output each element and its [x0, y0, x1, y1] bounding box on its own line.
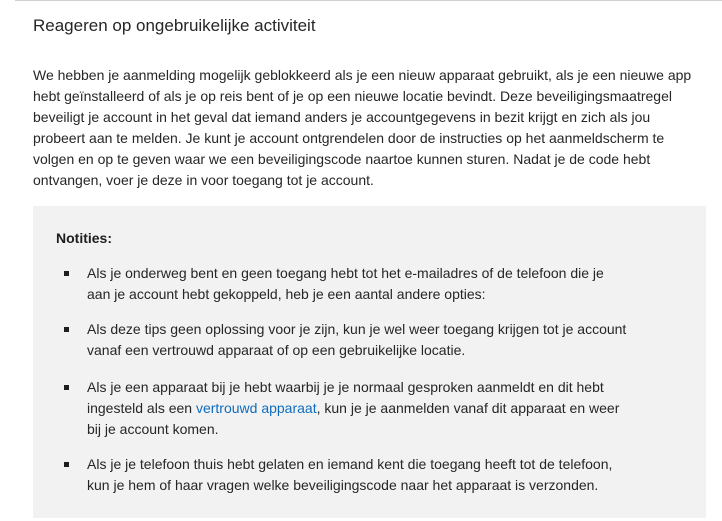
note-item [87, 263, 687, 305]
note-line: bij je account komen. [87, 421, 219, 437]
top-divider [15, 0, 722, 1]
bullet-icon [64, 327, 69, 332]
bullet-icon [64, 462, 69, 467]
intro-paragraph [33, 65, 722, 191]
note-item [87, 377, 687, 440]
intro-line: volgen en op te geven waar we een beveiligingscode naartoe kunnen sturen. Nadat je de code hebt [33, 151, 651, 167]
intro-line: probeert aan te melden. Je kunt je account ontgrendelen door de instructies op het aanmeldscherm te [33, 130, 665, 146]
intro-line: beveiligt je account in het geval dat iemand anders je accountgegevens in bezit krijgt en zich als jou [33, 109, 651, 125]
note-line: aan je account hebt gekoppeld, heb je een aantal andere opties: [87, 286, 486, 302]
note-line: kun je hem of haar vragen welke beveiligingscode naar het apparaat is verzonden. [87, 477, 599, 493]
note-line: Als je onderweg bent en geen toegang hebt tot het e-mailadres of de telefoon die je [87, 265, 604, 281]
section-title: Reageren op ongebruikelijke activiteit [33, 16, 316, 35]
note-item [87, 319, 687, 361]
bullet-icon [64, 271, 69, 276]
note-text: ingesteld als een [87, 400, 196, 416]
note-item [87, 454, 687, 496]
note-line: Als je je telefoon thuis hebt gelaten en iemand kent die toegang heeft tot de telefoon, [87, 456, 613, 472]
bullet-icon [64, 385, 69, 390]
trusted-device-link[interactable]: vertrouwd apparaat [195, 400, 317, 416]
notes-box [33, 206, 706, 518]
note-line: Als je een apparaat bij je hebt waarbij je je normaal gesproken aanmeldt en dit hebt [87, 379, 604, 395]
note-line [87, 398, 687, 419]
note-line: Als deze tips geen oplossing voor je zijn, kun je wel weer toegang krijgen tot je account [87, 321, 627, 337]
note-text: , kun je je aanmelden vanaf dit apparaat en weer [316, 400, 620, 416]
note-line: vanaf een vertrouwd apparaat of op een gebruikelijke locatie. [87, 342, 466, 358]
intro-line: hebt geïnstalleerd of als je op reis bent of je op een nieuwe locatie bevindt. Deze beveiligingsmaatregel [33, 88, 672, 104]
notes-heading: Notities: [56, 230, 112, 246]
intro-line: We hebben je aanmelding mogelijk geblokkeerd als je een nieuw apparaat gebruikt, als je een nieuwe app [33, 67, 692, 83]
intro-line: ontvangen, voer je deze in voor toegang tot je account. [33, 172, 374, 188]
